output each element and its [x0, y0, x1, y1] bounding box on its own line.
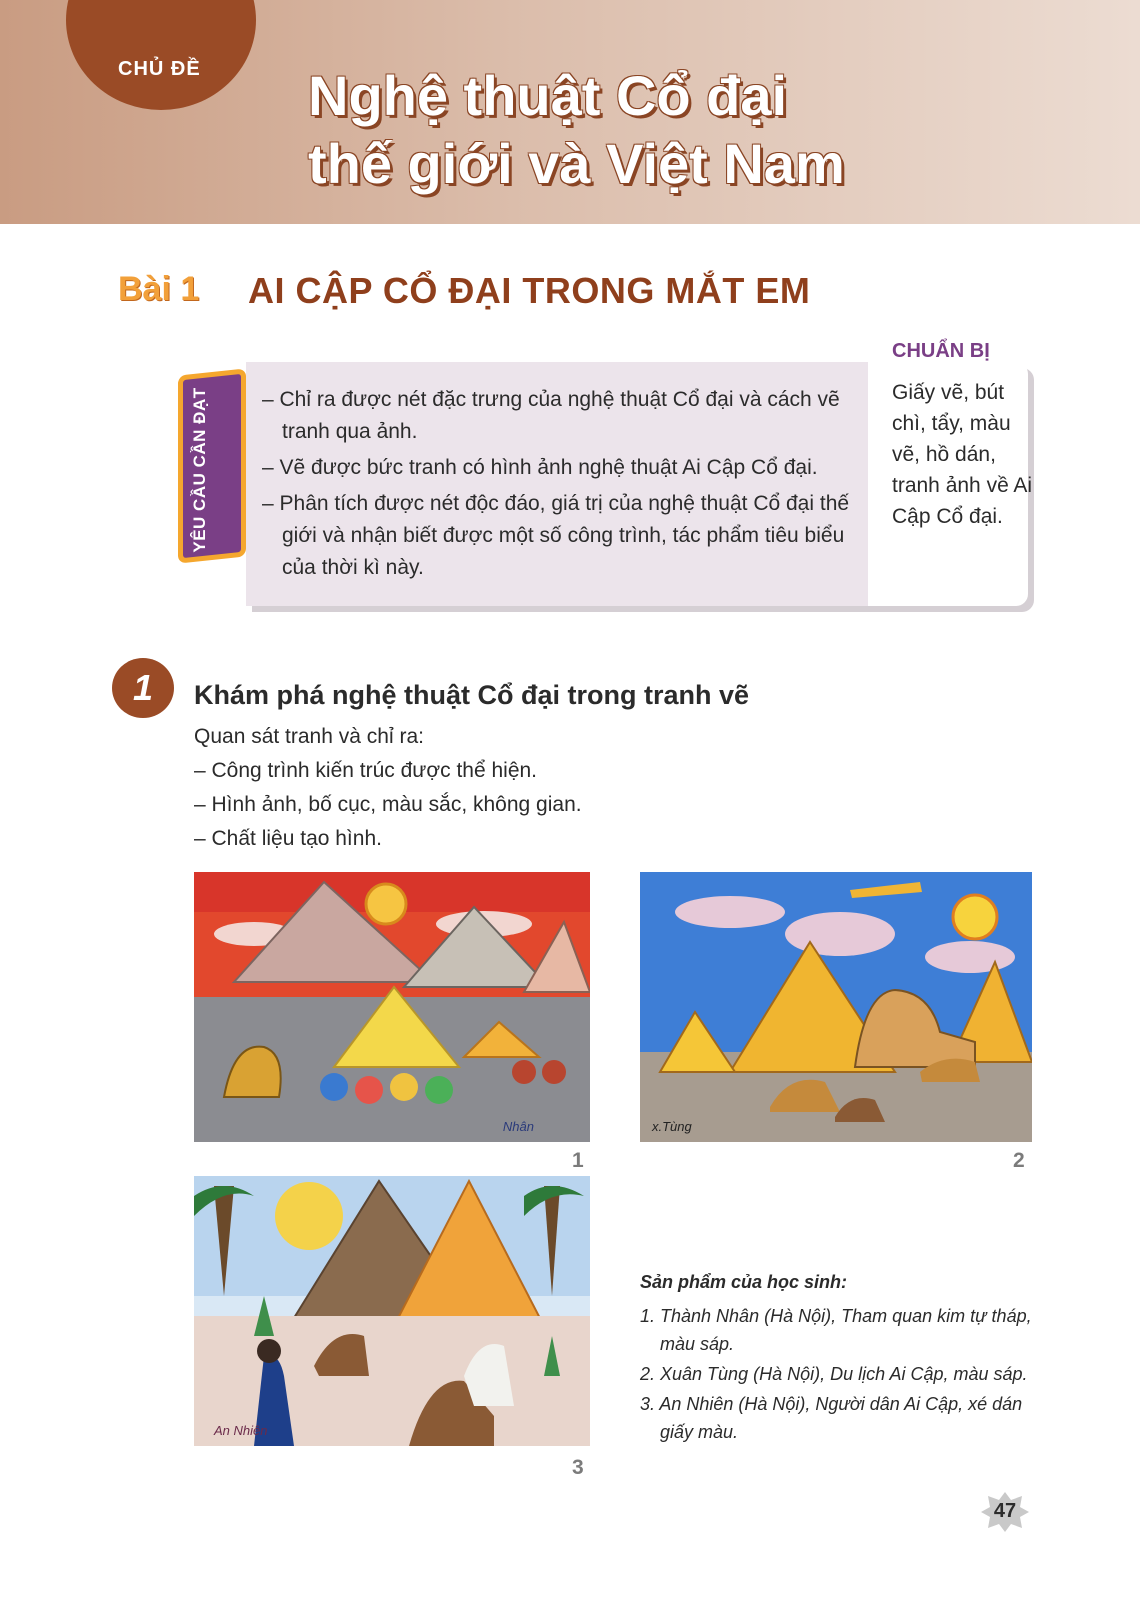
painting-1 — [194, 872, 590, 1142]
requirement-item: – Phân tích được nét độc đáo, giá trị của nghệ thuật Cổ đại thế giới và nhận biết được một số công trình, tác phẩm tiêu biểu của thời kì này. — [262, 492, 850, 579]
section-line: – Chất liệu tạo hình. — [194, 827, 382, 850]
chapter-title-line2: thế giới và Việt Nam — [308, 132, 845, 195]
requirements-tab — [178, 368, 246, 563]
credits-title: Sản phẩm của học sinh: — [640, 1272, 848, 1292]
requirements-label: YÊU CẦU CẦN ĐẠT — [190, 387, 209, 553]
painting-1-number: 1 — [572, 1149, 584, 1172]
section-line: – Hình ảnh, bố cục, màu sắc, không gian. — [194, 793, 582, 816]
section-number: 1 — [112, 658, 174, 718]
credit-item: 3. An Nhiên (Hà Nội), Người dân Ai Cập, xé dán giấy màu. — [640, 1394, 1023, 1442]
credit-item: 1. Thành Nhân (Hà Nội), Tham quan kim tự tháp, màu sáp. — [640, 1306, 1032, 1354]
painting-2-signature: x.Tùng — [652, 1119, 692, 1134]
painting-2-image — [640, 872, 1032, 1142]
section-line: Quan sát tranh và chỉ ra: — [194, 725, 424, 748]
painting-1-signature: Nhân — [502, 1119, 534, 1134]
requirement-item: – Chỉ ra được nét đặc trưng của nghệ thuật Cổ đại và cách vẽ tranh qua ảnh. — [262, 388, 840, 443]
painting-3 — [194, 1176, 590, 1446]
page-number: 47 — [993, 1500, 1017, 1522]
painting-1-image — [194, 872, 590, 1142]
topic-label: CHỦ ĐỀ — [118, 58, 201, 80]
section-title: Khám phá nghệ thuật Cổ đại trong tranh vẽ — [194, 680, 750, 710]
section-line: – Công trình kiến trúc được thể hiện. — [194, 759, 538, 782]
lesson-title: AI CẬP CỔ ĐẠI TRONG MẮT EM — [248, 270, 811, 311]
requirement-item: – Vẽ được bức tranh có hình ảnh nghệ thuật Ai Cập Cổ đại. — [262, 456, 818, 479]
section-body — [194, 720, 582, 856]
requirements-list — [262, 384, 862, 588]
painting-2-number: 2 — [1013, 1149, 1025, 1172]
painting-3-number: 3 — [572, 1456, 584, 1479]
painting-2 — [640, 872, 1032, 1142]
painting-3-image — [194, 1176, 590, 1446]
chapter-title-line1: Nghệ thuật Cổ đại — [308, 64, 788, 127]
preparation-text: Giấy vẽ, bút chì, tẩy, màu vẽ, hồ dán, tranh ảnh về Ai Cập Cổ đại. — [892, 381, 1033, 528]
painting-3-signature: An Nhiên — [214, 1423, 268, 1438]
chapter-title — [308, 62, 845, 198]
credit-item: 2. Xuân Tùng (Hà Nội), Du lịch Ai Cập, màu sáp. — [640, 1364, 1028, 1384]
preparation-title: CHUẨN BỊ — [892, 340, 990, 362]
lesson-number: Bài 1 — [118, 270, 200, 308]
credits-list — [640, 1302, 1060, 1448]
